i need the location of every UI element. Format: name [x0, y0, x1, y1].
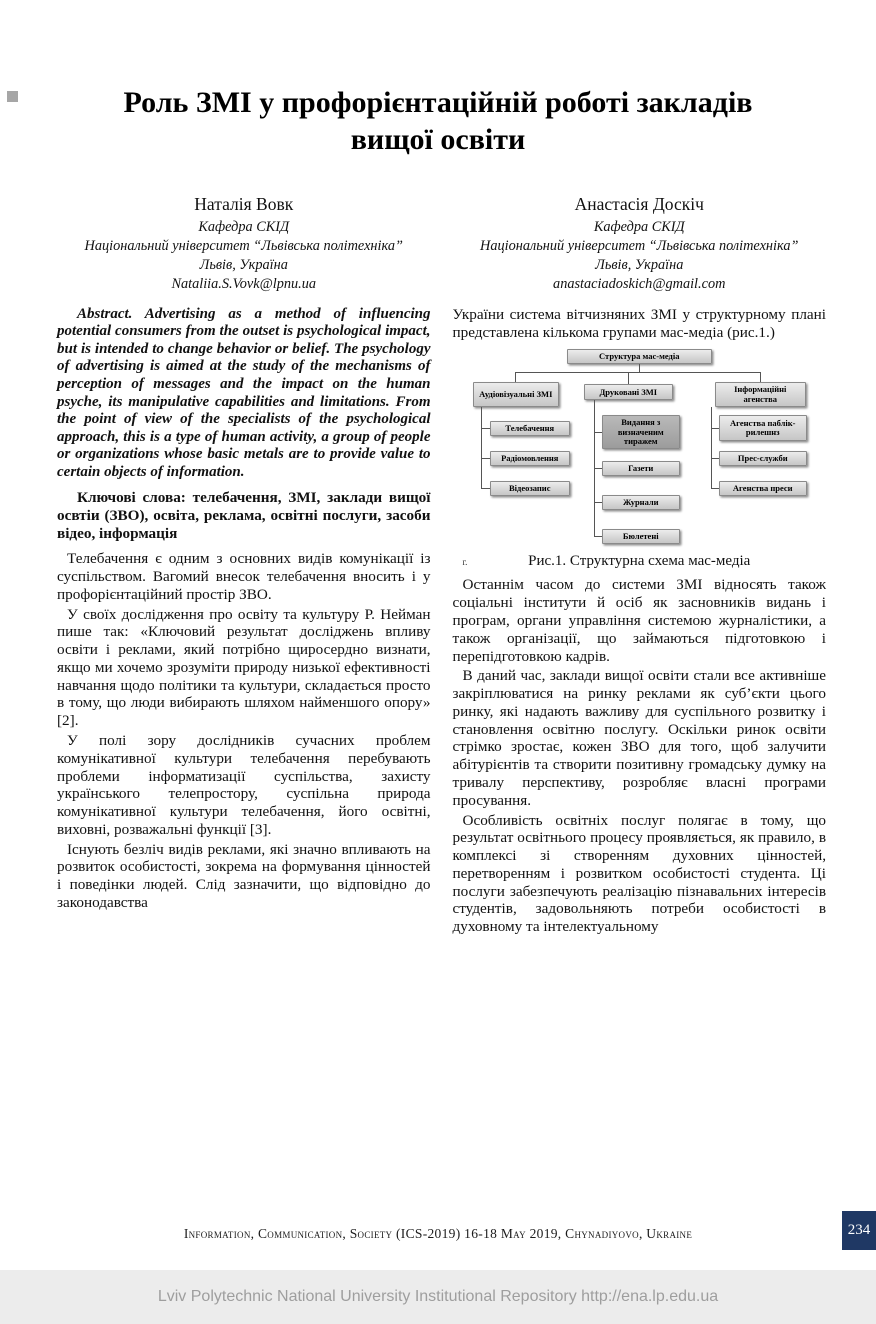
connector-line [711, 458, 719, 459]
connector-line [594, 468, 602, 469]
connector-line [628, 372, 629, 384]
body-paragraph: В даний час, заклади вищої освіти стали все активніше закріплюватися на ринку реклами як суб’єкти цього ринку, які надають важливу для суспільного розвитку і становлення освітню послугу. Оскільки ринок освіти стрімко зростає, кожен ЗВО для того, щоб залучити абітурієнтів та створити позитивну громадську думку на тривалу перспективу, розробляє власні програми просування. [452, 667, 826, 809]
page-number-badge [842, 1211, 876, 1250]
author-block-1 [57, 194, 431, 293]
author-department: Кафедра СКІД [198, 219, 290, 236]
right-column [453, 194, 827, 938]
connector-line [711, 488, 719, 489]
keywords-text: Ключові слова: телебачення, ЗМІ, заклади вищої освтіи (ЗВО), освіта, реклама, освітні послуги, засоби відео, інформація [57, 489, 431, 542]
connector-line [594, 502, 602, 503]
figure-node-root: Структура мас-медіа [567, 349, 712, 364]
body-paragraph: України система вітчизняних ЗМІ у структурному плані представлена кількома групами мас-медіа (рис.1.) [452, 305, 826, 341]
page-number: 234 [847, 1222, 871, 1238]
figure-node-leaf: Агенства преси [719, 481, 807, 496]
body-paragraph: Телебачення є одним з основних видів комунікації із суспільством. Вагомий внесок телебачення вносить і у профорієнтаційний простір ЗВО. [57, 550, 431, 603]
author-department: Кафедра СКІД [593, 219, 685, 236]
connector-line [639, 364, 640, 372]
body-paragraph: Існують безліч видів реклами, які значно впливають на розвиток особистості, зокрема на формування цінностей і поведінки людей. Слід зазначити, що відповідно до законодавства [57, 840, 431, 911]
author-name: Анастасія Доскіч [574, 194, 704, 215]
figure-node-leaf: Журнали [602, 495, 680, 510]
abstract-text: Abstract. Advertising as a method of influencing potential consumers from the outset is psychological impact, but is intended to change behavior or belief. The psychology of advertising is aimed at the study of the mechanisms of perception of messages and the impact on the human psyche, its manipulative capabilities and limitations. From the point of view of the specialists of the psychological approach, this is a type of human activity, a group of people or organizations whose basic metals are to provide value to certain objects of information. [57, 305, 431, 480]
author-university: Національний університет “Львівська політехніка” [84, 238, 403, 255]
figure-node-leaf: Видання з визначеним тиражем [602, 415, 680, 449]
figure-mass-media-structure [467, 349, 812, 549]
author-email: Nataliia.S.Vovk@lpnu.ua [171, 275, 317, 292]
page-title: Роль ЗМІ у профорієнтаційній роботі закладів вищої освіти [123, 86, 753, 157]
body-paragraph: Останнім часом до системи ЗМІ відносять також соціальні інститути й осіб як засновників видань і програм, органи управління системою журналістики, а також організації, що займаються підготовкою і перепідготовкою кадрів. [452, 576, 826, 665]
body-paragraph: У своїх дослідження про освіту та культуру Р. Нейман пише так: «Ключовий результат досліджень впливу освіти і реклами, який потрібно щиросердно визнати, якщо ми хочемо зрозуміти природу низької ефективності навчання щодо політики та культури, складається просто в тому, що люди вибирають шляхом найменшого опору» [2]. [57, 605, 431, 730]
connector-line [481, 407, 482, 489]
author-location: Львів, Україна [595, 257, 684, 274]
body-paragraph: У полі зору дослідників сучасних проблем комунікативної культури телебачення перебувають проблеми інформатизації суспільства, захисту українського телепростору, суспільна природа комунікативної культури телебачення, його освітні, виховні, розважальні функції [3]. [57, 731, 431, 838]
author-email: anastaciadoskich@gmail.com [553, 275, 726, 292]
figure-node-group: Друковані ЗМІ [584, 384, 673, 400]
author-name: Наталія Вовк [194, 194, 294, 215]
connector-line [515, 372, 761, 373]
connector-line [760, 372, 761, 382]
repository-text: Lviv Polytechnic National University Institutional Repository http://ena.lp.edu.ua [157, 1288, 719, 1305]
figure-node-leaf: Відеозапис [490, 481, 570, 496]
figure-node-group: Інформаційні агенства [715, 382, 806, 407]
figure-node-leaf: Радіомовлення [490, 451, 570, 466]
repository-bar [0, 1270, 876, 1324]
figure-node-leaf: Телебачення [490, 421, 570, 436]
figure-node-leaf: Бюлетені [602, 529, 680, 544]
connector-line [481, 488, 490, 489]
connector-line [711, 407, 712, 488]
connector-line [594, 432, 602, 433]
conference-footer: Information, Communication, Society (ICS-2019) 16-18 May 2019, Chynadiyovo, Ukraine [183, 1226, 693, 1241]
connector-line [711, 428, 719, 429]
body-paragraph: Особливість освітніх послуг полягає в тому, що результат освітнього процесу проявляється, як правило, в комплексі зі створенням духовних цінностей, перетворенням і розвитком особистості студента. Ці послуги забезпечують реалізацію пізнавальних інтересів студентів, задовольняють потреби особистості в духовному та інтелектуальному [452, 811, 826, 936]
scan-artifact [7, 91, 18, 102]
connector-line [515, 372, 516, 382]
connector-line [481, 458, 490, 459]
figure-node-leaf: Газети [602, 461, 680, 476]
author-block-2 [453, 194, 827, 293]
figure-caption: Рис.1. Структурна схема мас-медіа [528, 553, 751, 570]
figure-caption-row [453, 553, 827, 570]
two-column-body [57, 194, 826, 938]
author-location: Львів, Україна [199, 257, 288, 274]
author-university: Національний університет “Львівська політехніка” [480, 238, 799, 255]
left-column [57, 194, 431, 938]
connector-line [481, 428, 490, 429]
figure-caption-marker: г. [462, 557, 468, 568]
figure-node-leaf: Прес-служби [719, 451, 807, 466]
figure-node-leaf: Агенства паблік-рилешнз [719, 415, 807, 441]
figure-node-group: Аудіовізуальні ЗМІ [473, 382, 559, 407]
connector-line [594, 536, 602, 537]
